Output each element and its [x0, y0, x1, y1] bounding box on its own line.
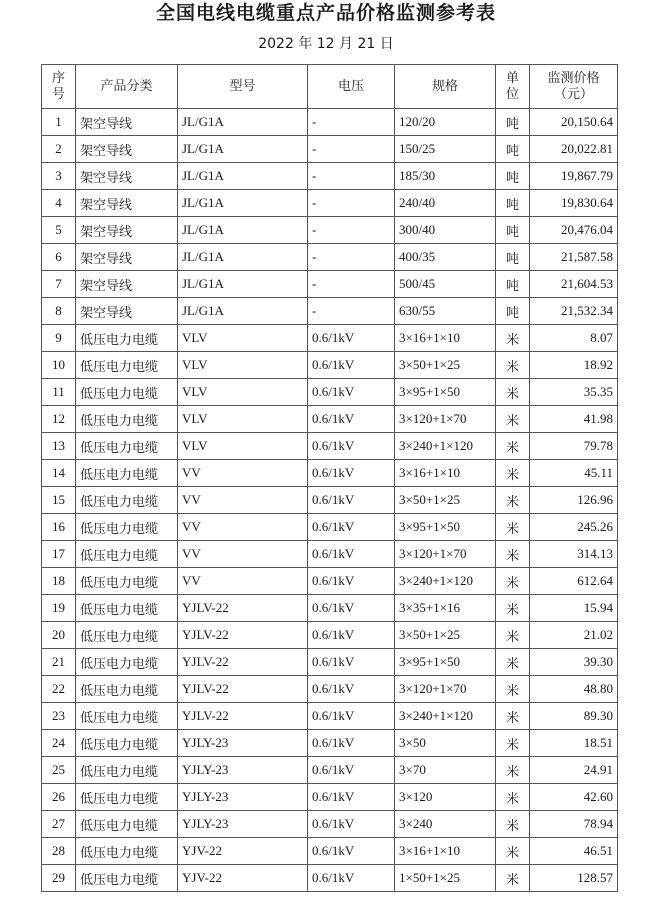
cell-model: VLV [178, 325, 308, 352]
cell-price: 19,867.79 [530, 163, 618, 190]
cell-unit: 米 [496, 676, 530, 703]
cell-unit: 米 [496, 811, 530, 838]
cell-spec: 3×70 [395, 757, 496, 784]
cell-model: VV [178, 541, 308, 568]
table-row [42, 676, 618, 703]
cell-voltage: 0.6/1kV [308, 730, 395, 757]
cell-category: 架空导线 [76, 217, 178, 244]
cell-model: YJLY-23 [178, 811, 308, 838]
cell-no: 8 [42, 298, 76, 325]
table-row [42, 406, 618, 433]
report-date: 2022 年 12 月 21 日 [258, 36, 394, 52]
table-row [42, 109, 618, 136]
cell-price: 48.80 [530, 676, 618, 703]
cell-voltage: 0.6/1kV [308, 703, 395, 730]
cell-no: 26 [42, 784, 76, 811]
cell-category: 低压电力电缆 [76, 325, 178, 352]
cell-spec: 240/40 [395, 190, 496, 217]
cell-category: 低压电力电缆 [76, 514, 178, 541]
cell-spec: 185/30 [395, 163, 496, 190]
table-row [42, 244, 618, 271]
cell-price: 19,830.64 [530, 190, 618, 217]
cell-model: JL/G1A [178, 136, 308, 163]
cell-category: 低压电力电缆 [76, 379, 178, 406]
cell-no: 12 [42, 406, 76, 433]
cell-no: 17 [42, 541, 76, 568]
cell-spec: 3×16+1×10 [395, 325, 496, 352]
cell-price: 15.94 [530, 595, 618, 622]
cell-model: JL/G1A [178, 163, 308, 190]
cell-price: 21.02 [530, 622, 618, 649]
cell-unit: 米 [496, 406, 530, 433]
cell-model: VV [178, 487, 308, 514]
cell-unit: 米 [496, 541, 530, 568]
cell-spec: 500/45 [395, 271, 496, 298]
cell-voltage: - [308, 217, 395, 244]
header-price-line1: 监测价格 [547, 70, 600, 86]
cell-model: VV [178, 568, 308, 595]
table-row [42, 703, 618, 730]
cell-spec: 3×50+1×25 [395, 622, 496, 649]
cell-category: 低压电力电缆 [76, 460, 178, 487]
cell-model: VLV [178, 379, 308, 406]
header-voltage: 电压 [308, 65, 395, 109]
table-row [42, 298, 618, 325]
cell-voltage: 0.6/1kV [308, 865, 395, 892]
cell-category: 低压电力电缆 [76, 757, 178, 784]
cell-price: 79.78 [530, 433, 618, 460]
cell-model: YJLV-22 [178, 649, 308, 676]
cell-no: 9 [42, 325, 76, 352]
cell-price: 18.51 [530, 730, 618, 757]
cell-model: YJLY-23 [178, 784, 308, 811]
cell-model: VLV [178, 406, 308, 433]
cell-category: 低压电力电缆 [76, 784, 178, 811]
cell-voltage: 0.6/1kV [308, 676, 395, 703]
cell-no: 28 [42, 838, 76, 865]
cell-voltage: 0.6/1kV [308, 784, 395, 811]
cell-spec: 3×120+1×70 [395, 541, 496, 568]
cell-unit: 吨 [496, 163, 530, 190]
cell-no: 4 [42, 190, 76, 217]
cell-spec: 3×50+1×25 [395, 487, 496, 514]
cell-spec: 3×95+1×50 [395, 514, 496, 541]
header-category: 产品分类 [76, 65, 178, 109]
cell-category: 低压电力电缆 [76, 406, 178, 433]
cell-unit: 米 [496, 568, 530, 595]
cell-spec: 1×50+1×25 [395, 865, 496, 892]
cell-category: 低压电力电缆 [76, 730, 178, 757]
table-row [42, 217, 618, 244]
cell-voltage: - [308, 298, 395, 325]
cell-unit: 吨 [496, 136, 530, 163]
cell-model: JL/G1A [178, 109, 308, 136]
cell-spec: 3×16+1×10 [395, 460, 496, 487]
table-row [42, 325, 618, 352]
cell-unit: 米 [496, 325, 530, 352]
cell-category: 架空导线 [76, 163, 178, 190]
cell-voltage: - [308, 244, 395, 271]
cell-no: 13 [42, 433, 76, 460]
cell-spec: 3×35+1×16 [395, 595, 496, 622]
cell-category: 低压电力电缆 [76, 865, 178, 892]
cell-unit: 米 [496, 433, 530, 460]
cell-no: 14 [42, 460, 76, 487]
cell-voltage: 0.6/1kV [308, 811, 395, 838]
cell-category: 低压电力电缆 [76, 352, 178, 379]
cell-category: 低压电力电缆 [76, 811, 178, 838]
cell-category: 低压电力电缆 [76, 703, 178, 730]
cell-no: 16 [42, 514, 76, 541]
cell-voltage: 0.6/1kV [308, 514, 395, 541]
cell-no: 18 [42, 568, 76, 595]
cell-model: YJV-22 [178, 865, 308, 892]
table-row [42, 595, 618, 622]
cell-model: YJLV-22 [178, 703, 308, 730]
cell-unit: 吨 [496, 190, 530, 217]
cell-voltage: - [308, 190, 395, 217]
cell-model: JL/G1A [178, 190, 308, 217]
cell-no: 10 [42, 352, 76, 379]
table-row [42, 622, 618, 649]
cell-unit: 吨 [496, 298, 530, 325]
cell-voltage: 0.6/1kV [308, 433, 395, 460]
cell-price: 128.57 [530, 865, 618, 892]
table-row [42, 865, 618, 892]
cell-no: 23 [42, 703, 76, 730]
cell-model: JL/G1A [178, 217, 308, 244]
cell-price: 89.30 [530, 703, 618, 730]
header-no [42, 65, 76, 109]
cell-spec: 400/35 [395, 244, 496, 271]
table-row [42, 568, 618, 595]
cell-model: YJLV-22 [178, 676, 308, 703]
cell-price: 20,476.04 [530, 217, 618, 244]
cell-unit: 米 [496, 514, 530, 541]
cell-voltage: 0.6/1kV [308, 460, 395, 487]
cell-price: 612.64 [530, 568, 618, 595]
cell-voltage: 0.6/1kV [308, 595, 395, 622]
cell-unit: 米 [496, 865, 530, 892]
cell-spec: 630/55 [395, 298, 496, 325]
cell-category: 低压电力电缆 [76, 676, 178, 703]
cell-price: 21,587.58 [530, 244, 618, 271]
cell-unit: 米 [496, 757, 530, 784]
cell-category: 架空导线 [76, 244, 178, 271]
header-price [530, 65, 618, 109]
cell-model: YJLV-22 [178, 595, 308, 622]
cell-model: YJLV-22 [178, 622, 308, 649]
cell-price: 21,532.34 [530, 298, 618, 325]
cell-model: VV [178, 460, 308, 487]
cell-no: 11 [42, 379, 76, 406]
table-row [42, 163, 618, 190]
table-row [42, 433, 618, 460]
cell-price: 78.94 [530, 811, 618, 838]
cell-no: 29 [42, 865, 76, 892]
header-price-line2: （元） [553, 86, 593, 102]
cell-price: 126.96 [530, 487, 618, 514]
cell-category: 架空导线 [76, 109, 178, 136]
cell-spec: 3×50 [395, 730, 496, 757]
cell-voltage: 0.6/1kV [308, 325, 395, 352]
cell-category: 架空导线 [76, 271, 178, 298]
cell-unit: 吨 [496, 271, 530, 298]
cell-price: 18.92 [530, 352, 618, 379]
table-row [42, 136, 618, 163]
cell-no: 25 [42, 757, 76, 784]
cell-voltage: 0.6/1kV [308, 838, 395, 865]
cell-price: 46.51 [530, 838, 618, 865]
header-model: 型号 [178, 65, 308, 109]
cell-unit: 米 [496, 703, 530, 730]
cell-spec: 3×120+1×70 [395, 406, 496, 433]
cell-spec: 3×95+1×50 [395, 379, 496, 406]
cell-voltage: 0.6/1kV [308, 541, 395, 568]
cell-unit: 米 [496, 352, 530, 379]
table-row [42, 730, 618, 757]
cell-model: YJV-22 [178, 838, 308, 865]
cell-voltage: 0.6/1kV [308, 622, 395, 649]
table-row [42, 271, 618, 298]
cell-model: YJLY-23 [178, 757, 308, 784]
table-row [42, 487, 618, 514]
cell-spec: 150/25 [395, 136, 496, 163]
header-row [42, 65, 618, 109]
cell-category: 架空导线 [76, 190, 178, 217]
cell-model: JL/G1A [178, 271, 308, 298]
cell-unit: 米 [496, 487, 530, 514]
cell-model: VLV [178, 352, 308, 379]
header-unit-line2: 位 [505, 86, 519, 102]
cell-spec: 300/40 [395, 217, 496, 244]
cell-model: YJLY-23 [178, 730, 308, 757]
cell-no: 5 [42, 217, 76, 244]
cell-unit: 米 [496, 460, 530, 487]
cell-unit: 米 [496, 784, 530, 811]
cell-spec: 3×240+1×120 [395, 433, 496, 460]
table-row [42, 649, 618, 676]
cell-no: 21 [42, 649, 76, 676]
cell-unit: 米 [496, 622, 530, 649]
cell-no: 6 [42, 244, 76, 271]
cell-price: 8.07 [530, 325, 618, 352]
header-unit-line1: 单 [505, 70, 519, 86]
cell-model: JL/G1A [178, 298, 308, 325]
cell-voltage: - [308, 163, 395, 190]
cell-no: 20 [42, 622, 76, 649]
cell-model: VV [178, 514, 308, 541]
table-header [42, 65, 618, 109]
cell-voltage: - [308, 109, 395, 136]
cell-no: 2 [42, 136, 76, 163]
cell-unit: 吨 [496, 217, 530, 244]
cell-price: 35.35 [530, 379, 618, 406]
cell-no: 7 [42, 271, 76, 298]
table-row [42, 379, 618, 406]
price-table [41, 64, 618, 892]
cell-price: 20,150.64 [530, 109, 618, 136]
cell-unit: 米 [496, 649, 530, 676]
table-row [42, 784, 618, 811]
cell-price: 41.98 [530, 406, 618, 433]
cell-no: 22 [42, 676, 76, 703]
cell-no: 24 [42, 730, 76, 757]
cell-unit: 米 [496, 379, 530, 406]
table-row [42, 757, 618, 784]
table-row [42, 460, 618, 487]
cell-spec: 3×120 [395, 784, 496, 811]
cell-category: 低压电力电缆 [76, 649, 178, 676]
cell-model: JL/G1A [178, 244, 308, 271]
cell-unit: 吨 [496, 244, 530, 271]
header-unit [496, 65, 530, 109]
cell-no: 15 [42, 487, 76, 514]
cell-category: 架空导线 [76, 298, 178, 325]
cell-spec: 3×95+1×50 [395, 649, 496, 676]
cell-category: 低压电力电缆 [76, 568, 178, 595]
cell-spec: 120/20 [395, 109, 496, 136]
cell-unit: 吨 [496, 109, 530, 136]
cell-voltage: 0.6/1kV [308, 406, 395, 433]
table-row [42, 811, 618, 838]
cell-category: 低压电力电缆 [76, 595, 178, 622]
cell-spec: 3×240 [395, 811, 496, 838]
cell-no: 27 [42, 811, 76, 838]
cell-no: 3 [42, 163, 76, 190]
cell-category: 架空导线 [76, 136, 178, 163]
cell-category: 低压电力电缆 [76, 433, 178, 460]
cell-no: 19 [42, 595, 76, 622]
cell-voltage: 0.6/1kV [308, 649, 395, 676]
cell-price: 314.13 [530, 541, 618, 568]
table-body [42, 109, 618, 892]
cell-unit: 米 [496, 730, 530, 757]
cell-spec: 3×120+1×70 [395, 676, 496, 703]
cell-unit: 米 [496, 838, 530, 865]
cell-voltage: 0.6/1kV [308, 487, 395, 514]
cell-price: 20,022.81 [530, 136, 618, 163]
table-row [42, 514, 618, 541]
table-row [42, 190, 618, 217]
table-row [42, 352, 618, 379]
cell-model: VLV [178, 433, 308, 460]
cell-price: 21,604.53 [530, 271, 618, 298]
table-row [42, 838, 618, 865]
cell-voltage: - [308, 136, 395, 163]
header-no-line2: 号 [51, 86, 65, 102]
page-title: 全国电线电缆重点产品价格监测参考表 [155, 2, 496, 24]
header-no-line1: 序 [51, 70, 65, 86]
cell-price: 24.91 [530, 757, 618, 784]
cell-voltage: 0.6/1kV [308, 757, 395, 784]
cell-voltage: - [308, 271, 395, 298]
cell-voltage: 0.6/1kV [308, 379, 395, 406]
cell-voltage: 0.6/1kV [308, 352, 395, 379]
cell-spec: 3×240+1×120 [395, 568, 496, 595]
table-row [42, 541, 618, 568]
cell-price: 45.11 [530, 460, 618, 487]
cell-spec: 3×240+1×120 [395, 703, 496, 730]
cell-category: 低压电力电缆 [76, 838, 178, 865]
cell-unit: 米 [496, 595, 530, 622]
cell-price: 245.26 [530, 514, 618, 541]
cell-spec: 3×50+1×25 [395, 352, 496, 379]
cell-category: 低压电力电缆 [76, 541, 178, 568]
header-spec: 规格 [395, 65, 496, 109]
cell-category: 低压电力电缆 [76, 487, 178, 514]
cell-voltage: 0.6/1kV [308, 568, 395, 595]
cell-no: 1 [42, 109, 76, 136]
cell-price: 39.30 [530, 649, 618, 676]
cell-spec: 3×16+1×10 [395, 838, 496, 865]
cell-category: 低压电力电缆 [76, 622, 178, 649]
cell-price: 42.60 [530, 784, 618, 811]
